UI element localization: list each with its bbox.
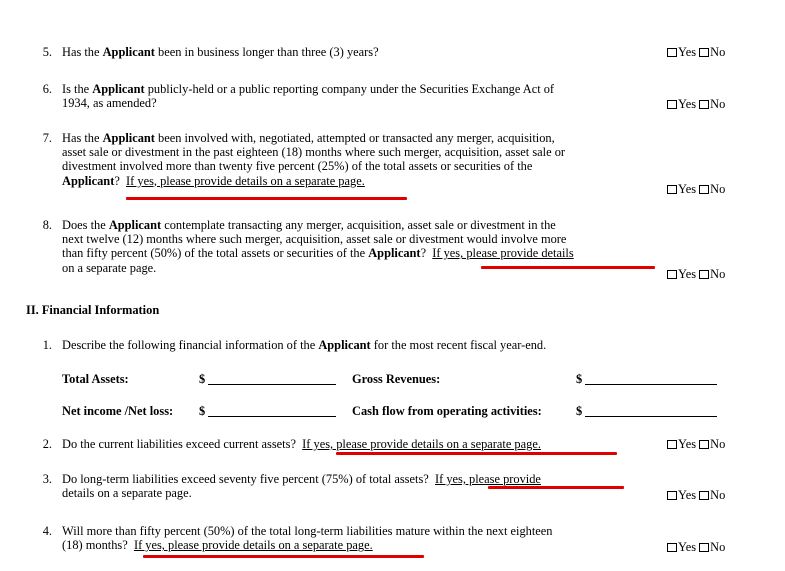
question-number: 5. [42,45,52,59]
bold-term: Applicant [318,338,371,352]
text-line [62,437,662,451]
yes-label: Yes [678,267,697,281]
red-underline-annotation [488,486,624,489]
yes-checkbox[interactable] [667,185,677,194]
cash-flow-label: Cash flow from operating activities: [352,404,542,418]
question-text [62,338,662,352]
text-run: publicly-held or a public reporting company under the Securities Exchange Act of [144,82,555,96]
question-number: 7. [42,131,52,145]
text-run: Do long-term liabilities exceed seventy five percent (75%) of total assets? [62,472,435,486]
currency-symbol: $ [199,372,206,386]
yes-checkbox[interactable] [667,270,677,279]
yes-checkbox[interactable] [667,543,677,552]
text-run: Has the [62,45,103,59]
question-text [62,524,662,552]
net-income-field[interactable] [199,404,336,418]
bold-term: Applicant [92,82,145,96]
instruction-text: If yes, please provide details on a separate page. [133,538,373,553]
bold-term: Applicant [368,246,421,261]
no-label: No [710,267,726,281]
no-label: No [710,97,726,111]
red-underline-annotation [336,452,617,455]
no-checkbox[interactable] [699,48,709,57]
no-label: No [710,437,726,451]
yes-checkbox[interactable] [667,48,677,57]
yes-checkbox[interactable] [667,100,677,109]
no-checkbox[interactable] [699,491,709,500]
bold-term: Applicant [108,218,162,232]
section-title: II. Financial Information [26,303,160,317]
yes-no-options[interactable] [667,267,777,281]
no-label: No [710,540,726,554]
bold-term: Applicant [102,45,155,59]
yes-label: Yes [678,437,697,451]
no-checkbox[interactable] [699,440,709,449]
no-label: No [710,182,726,196]
question-number: 3. [42,472,52,486]
yes-no-options[interactable] [667,437,777,451]
instruction-text: If yes, please provide [434,472,541,486]
no-label: No [710,45,726,59]
currency-symbol: $ [576,404,583,418]
yes-label: Yes [678,45,697,59]
yes-label: Yes [678,540,697,554]
yes-label: Yes [678,97,697,111]
text-run: ? [420,246,433,261]
text-run: for the most recent fiscal year-end. [370,338,547,352]
question-number: 1. [42,338,52,352]
instruction-text: If yes, please provide details on a separate page. [126,173,365,188]
text-run: Will more than fifty percent (50%) of the total long-term liabilities mature within the next eighteen [62,524,553,538]
text-run: been involved with, negotiated, attempted or transacted any merger, acquisition, [154,131,555,145]
question-text [62,82,662,110]
yes-no-options[interactable] [667,488,777,502]
red-underline-annotation [481,266,655,269]
yes-checkbox[interactable] [667,440,677,449]
text-run: Has the [62,131,103,145]
instruction-text: If yes, please provide details on a separate page. [302,437,541,451]
yes-no-options[interactable] [667,540,777,554]
cash-flow-field[interactable] [576,404,717,418]
text-run: Do the current liabilities exceed current assets? [62,437,303,451]
text-line [62,45,662,59]
text-line [62,96,662,110]
text-run: ? [114,173,127,188]
bold-term: Applicant [102,131,155,145]
text-run: asset sale or divestment in the past eighteen (18) months where such merger, acquisition, asset sale or [62,145,566,160]
text-line [62,232,662,246]
yes-checkbox[interactable] [667,491,677,500]
text-line [62,472,662,486]
text-run: (18) months? [62,538,134,553]
no-checkbox[interactable] [699,543,709,552]
instruction-text: If yes, please provide details [432,246,574,261]
text-line [62,174,662,188]
no-checkbox[interactable] [699,100,709,109]
text-line [62,218,662,232]
total-assets-label: Total Assets: [62,372,129,386]
yes-no-options[interactable] [667,45,777,59]
text-run: Is the [62,82,93,96]
text-run: Describe the following financial information of the [62,338,319,352]
no-label: No [710,488,726,502]
bold-term: Applicant [62,173,115,188]
text-run: divestment involved more than twenty five percent (25%) of the total assets or securities of the [62,159,533,174]
question-text [62,437,662,451]
currency-symbol: $ [199,404,206,418]
gross-revenues-field[interactable] [576,372,717,386]
text-line [62,338,662,352]
text-line [62,159,662,173]
no-checkbox[interactable] [699,185,709,194]
text-run: details on a separate page. [62,486,192,501]
currency-symbol: $ [576,372,583,386]
red-underline-annotation [143,555,424,558]
text-line [62,145,662,159]
yes-label: Yes [678,488,697,502]
text-line [62,246,662,260]
net-income-label: Net income /Net loss: [62,404,174,418]
question-number: 6. [42,82,52,96]
yes-label: Yes [678,182,697,196]
question-number: 2. [42,437,52,451]
question-text [62,131,662,188]
text-line [62,538,662,552]
question-number: 4. [42,524,52,538]
text-run: contemplate transacting any merger, acquisition, asset sale or divestment in the [161,218,556,232]
total-assets-field[interactable] [199,372,336,386]
text-run: than fifty percent (50%) of the total assets or securities of the [62,246,369,261]
text-run: on a separate page. [62,260,157,275]
text-run: been in business longer than three (3) years? [154,45,379,59]
text-line [62,131,662,145]
gross-revenues-label: Gross Revenues: [352,372,441,386]
red-underline-annotation [126,197,407,200]
text-run: 1934, as amended? [62,96,157,111]
text-run: next twelve (12) months where such merger, acquisition, asset sale or divestment would involve more [62,232,567,247]
text-run: Does the [62,218,109,232]
text-line [62,524,662,538]
question-text [62,45,662,59]
text-line [62,82,662,96]
no-checkbox[interactable] [699,270,709,279]
yes-no-options[interactable] [667,97,777,111]
yes-no-options[interactable] [667,182,777,196]
question-number: 8. [42,218,52,232]
